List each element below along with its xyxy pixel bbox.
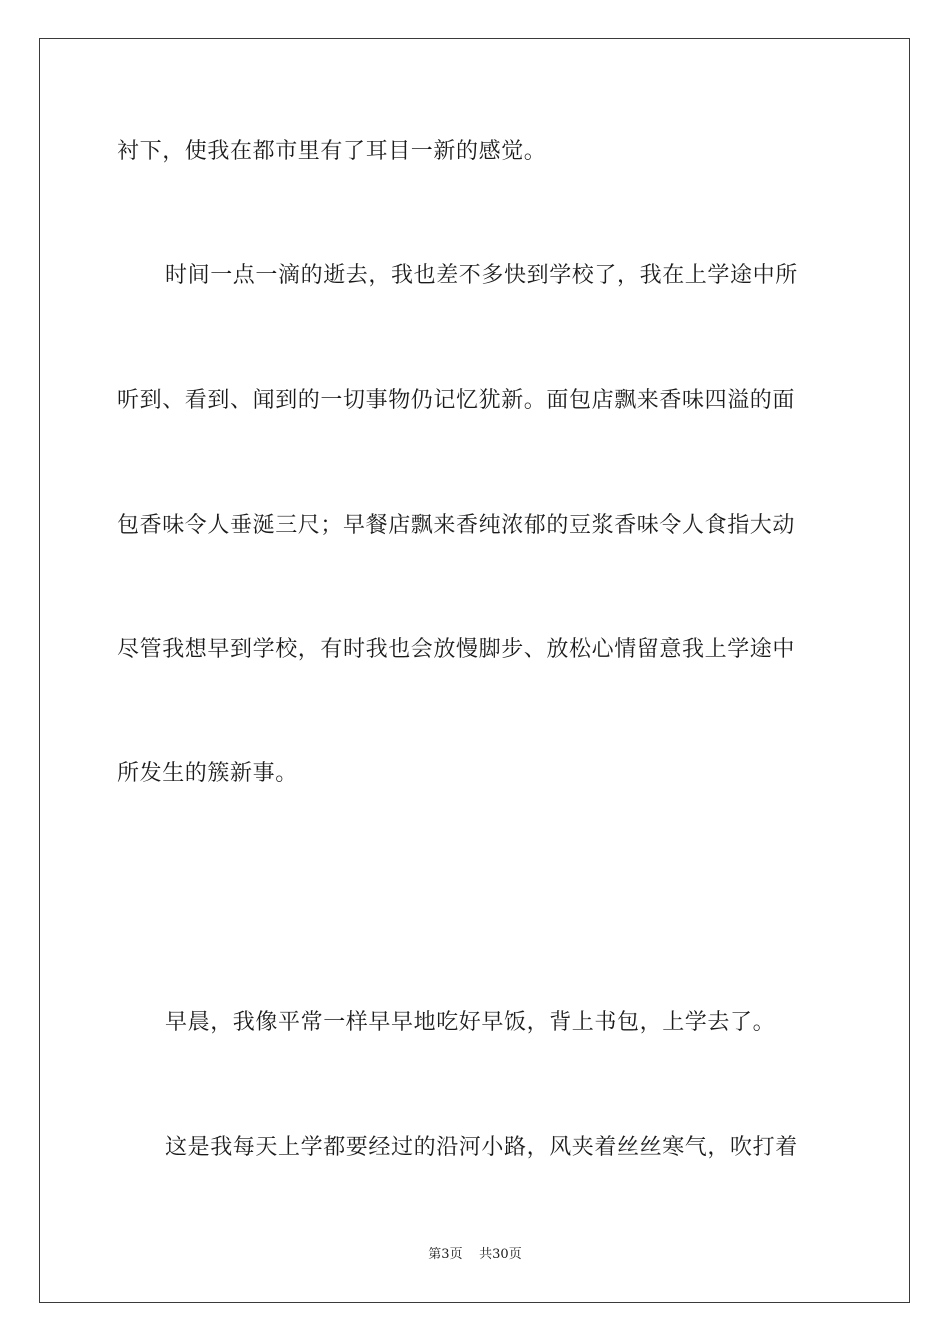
- footer-total-prefix: 共: [479, 1247, 493, 1262]
- text-line-7: 早晨，我像平常一样早早地吃好早饭，背上书包，上学去了。: [165, 1010, 776, 1035]
- footer-page-number: 3: [441, 1247, 450, 1262]
- text-line-2: 时间一点一滴的逝去，我也差不多快到学校了，我在上学途中所: [165, 263, 798, 288]
- text-line-5: 尽管我想早到学校，有时我也会放慢脚步、放松心情留意我上学途中: [117, 637, 796, 662]
- text-line-6: 所发生的簇新事。: [117, 761, 298, 786]
- page-border: [39, 38, 910, 1303]
- text-line-8: 这是我每天上学都要经过的沿河小路，风夹着丝丝寒气，吹打着: [165, 1135, 798, 1160]
- text-line-3: 听到、看到、闻到的一切事物仍记忆犹新。面包店飘来香味四溢的面: [117, 388, 796, 413]
- text-line-1: 衬下，使我在都市里有了耳目一新的感觉。: [117, 139, 547, 164]
- footer-page-prefix: 第: [428, 1247, 442, 1262]
- text-line-4: 包香味令人垂涎三尺；早餐店飘来香纯浓郁的豆浆香味令人食指大动: [117, 513, 796, 538]
- footer-total-pages: 30: [492, 1247, 509, 1262]
- page-footer: [0, 1246, 950, 1264]
- footer-total-suffix: 页: [508, 1247, 522, 1262]
- footer-page-suffix: 页: [449, 1247, 463, 1262]
